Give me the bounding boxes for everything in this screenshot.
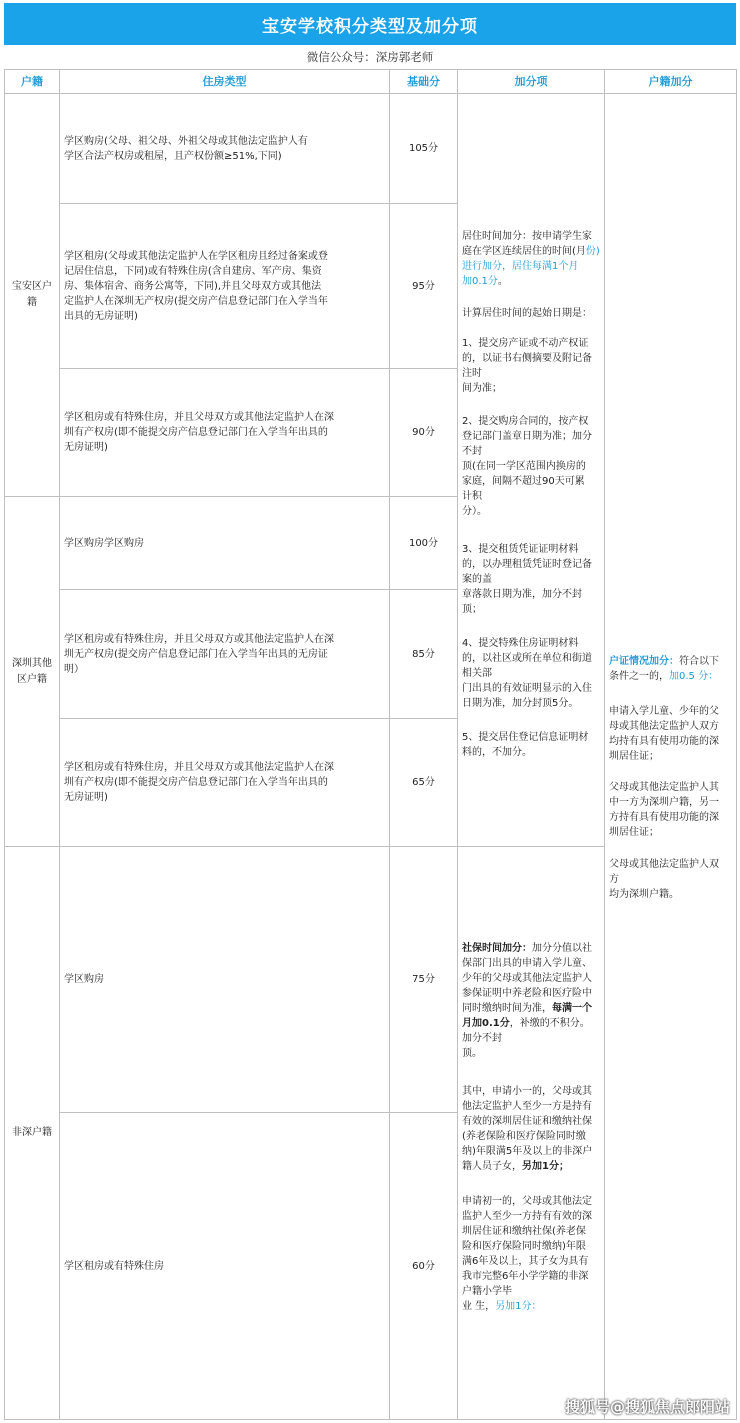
huji-cell [5,497,60,847]
huji-bonus-title: 户证情况加分： [609,656,679,667]
residence-intro [462,229,601,289]
header-jichu: 基础分 [390,70,458,94]
huji-bonus-intro-blue: 加0.5 分： [669,671,719,682]
bonus-huji-cell [605,94,737,1420]
huji-bonus-intro-text: 符合以下 条件之一的， [609,656,719,682]
residence-item-2: 2、提交购房合同的，按产权 登记部门盖章日期为准；加分 不封 顶(在同一学区范围内换房的 家庭，间隔不超过90天可累 计积 分）。 [462,416,592,517]
table-row [5,94,737,204]
social-text-1: 加分分值以社 保部门出具的申请入学儿童、 少年的父母或其他法定监护人 参保证明中养老险和医疗险中 同时缴纳时间为准， [462,943,592,1014]
residence-item-4: 4、提交特殊住房证明材料 的，以社区或所在单位和街道 相关部 门出具的有效证明显示的入住 日期为准，加分封顶5分。 [462,638,592,709]
base-score: 90分 [390,369,458,497]
social-bold-1: 每满一个 月加0.1分 [462,1003,592,1029]
social-para-2 [462,1084,601,1174]
base-score: 85分 [390,590,458,719]
housing-type: 学区购房 [60,847,390,1113]
social-para-2-text: 其中，申请小一的，父母或其 他法定监护人至少一方是持有 有效的深圳居住证和缴纳社保 (养老保险和医疗保险同时缴 纳)年限满5年及以上的非深户 籍人员子女， [462,1086,593,1172]
social-blue-3: 另加1分： [495,1301,542,1312]
huji-bonus-intro [609,654,733,684]
social-bold-2: 另加1分； [522,1161,569,1172]
base-score: 105分 [390,94,458,204]
bonus-residence-cell [458,94,605,847]
housing-type: 学区租房或有特殊住房 [60,1113,390,1420]
huji-bonus-condition-3: 父母或其他法定监护人双 方 均为深圳户籍。 [609,859,719,900]
residence-intro-blue: 份)进行加分，居住每满1个月 加0.1分 [462,246,600,287]
social-para-3-text: 申请初一的，父母或其他法定 监护人至少一方持有有效的深 圳居住证和缴纳社保(养老保 险和医疗保险同时缴纳)年限 满6年及以上，其子女为具有 我市完整6年小学学籍的非深 户籍小学毕 业 生， [462,1196,592,1312]
social-para-3 [462,1194,601,1314]
huji-cell [5,847,60,1420]
score-table [4,69,737,1420]
bonus-social-cell [458,847,605,1420]
header-jiafen: 加分项 [458,70,605,94]
huji-label: 深圳其他区户籍 [12,657,52,685]
social-text-2: ，补缴的不积分。 加分不封 顶。 [462,1018,590,1059]
social-title: 社保时间加分： [462,943,532,954]
page-subtitle: 微信公众号：深房郭老师 [306,50,434,64]
base-score: 100分 [390,497,458,590]
header-zhufang: 住房类型 [60,70,390,94]
header-hujijiafen: 户籍加分 [605,70,737,94]
residence-item-5: 5、提交居住登记信息证明材 料的，不加分。 [462,732,589,758]
huji-label: 宝安区户籍 [12,281,52,308]
huji-bonus-condition-1: 申请入学儿童、少年的父 母或其他法定监护人双方 均持有具有使用功能的深 圳居住证； [609,706,719,762]
housing-type: 学区购房(父母、祖父母、外祖父母或其他法定监护人有 学区合法产权房或租屋，且产权份额≥51%,下同) [60,94,390,204]
housing-type: 学区租房(父母或其他法定监护人在学区租房且经过备案或登 记居住信息，下同)或有特殊住房(含自建房、军产房、集资 房、集体宿舍、商务公寓等，下同),并且父母双方或其他法 定监护人在深圳无产权房(提交房产信息登记部门在入学当年 出具的无房证明) [60,204,390,369]
base-score: 95分 [390,204,458,369]
table-header-row [5,70,737,94]
social-para-1 [462,941,601,1061]
watermark: 搜狐号@搜狐焦点郎阳站 [564,1398,730,1416]
residence-item-3: 3、提交租赁凭证证明材料 的，以办理租赁凭证时登记备 案的盖 章落款日期为准，加分不封 顶； [462,544,592,615]
residence-start-title: 计算居住时间的起始日期是： [462,308,592,319]
housing-type: 学区租房或有特殊住房，并且父母双方或其他法定监护人在深 圳有产权房(即不能提交房产信息登记部门在入学当年出具的 无房证明) [60,719,390,847]
base-score: 65分 [390,719,458,847]
residence-intro-text: 居住时间加分：按申请学生家 庭在学区连续居住的时间(月 [462,231,592,257]
huji-label: 非深户籍 [12,1127,52,1138]
housing-type: 学区租房或有特殊住房，并且父母双方或其他法定监护人在深 圳无产权房(提交房产信息登记部门在入学当年出具的无房证 明） [60,590,390,719]
huji-bonus-condition-2: 父母或其他法定监护人其 中一方为深圳户籍，另一 方持有具有使用功能的深 圳居住证； [609,782,719,838]
residence-item-1: 1、提交房产证或不动产权证 的，以证书右侧摘要及附记备 注时 间为准； [462,338,592,394]
huji-cell [5,94,60,497]
header-huji: 户籍 [5,70,60,94]
housing-type: 学区购房学区购房 [60,497,390,590]
base-score: 75分 [390,847,458,1113]
residence-intro-end: 。 [497,276,508,287]
page-title: 宝安学校积分类型及加分项 [4,3,736,45]
base-score: 60分 [390,1113,458,1420]
housing-type: 学区租房或有特殊住房，并且父母双方或其他法定监护人在深 圳有产权房(即不能提交房产信息登记部门在入学当年出具的 无房证明) [60,369,390,497]
